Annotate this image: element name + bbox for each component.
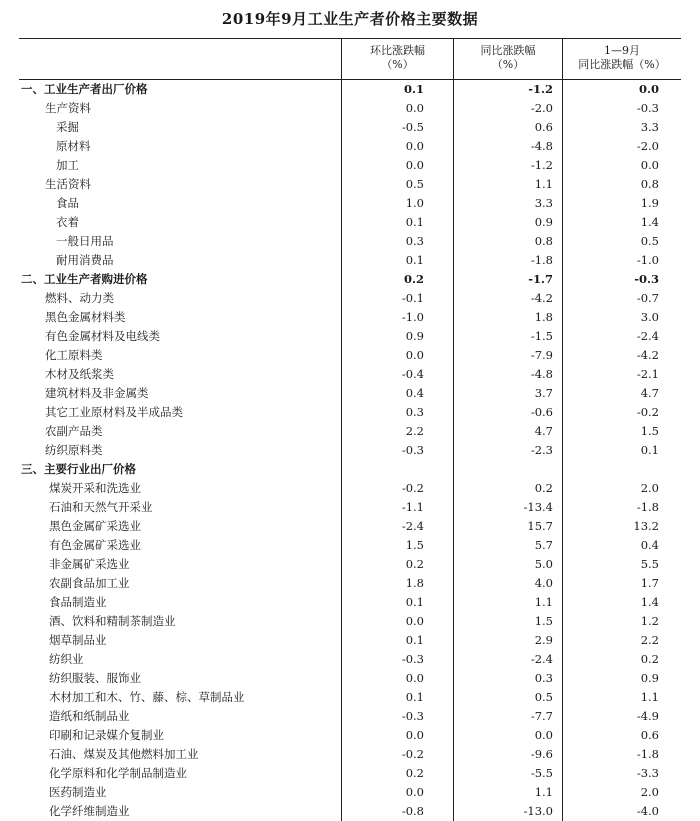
row-label: 造纸和纸制品业 bbox=[49, 709, 130, 723]
ytd-value: -4.0 bbox=[636, 804, 659, 818]
table-row bbox=[19, 745, 681, 764]
row-label: 印刷和记录媒介复制业 bbox=[49, 728, 164, 742]
mom-value: 0.0 bbox=[405, 785, 424, 799]
ytd-value: -4.9 bbox=[636, 709, 659, 723]
table-row bbox=[19, 783, 681, 802]
ytd-value: 2.0 bbox=[640, 785, 659, 799]
mom-value: 0.2 bbox=[405, 557, 424, 571]
yoy-value: -13.0 bbox=[523, 804, 553, 818]
ytd-value: 1.2 bbox=[640, 614, 659, 628]
ytd-value: -0.3 bbox=[634, 272, 659, 286]
mom-value: 0.0 bbox=[405, 348, 424, 362]
row-label: 烟草制品业 bbox=[49, 633, 107, 647]
table-row bbox=[19, 688, 681, 707]
mom-value: 0.1 bbox=[405, 253, 424, 267]
yoy-value: -4.2 bbox=[530, 291, 553, 305]
yoy-value: 5.7 bbox=[534, 538, 553, 552]
ytd-value: 0.2 bbox=[640, 652, 659, 666]
table-row bbox=[19, 764, 681, 783]
table-row bbox=[19, 289, 681, 308]
mom-value: -2.4 bbox=[401, 519, 424, 533]
yoy-value: -4.8 bbox=[530, 367, 553, 381]
table-row bbox=[19, 707, 681, 726]
table-row bbox=[19, 346, 681, 365]
mom-value: 0.0 bbox=[405, 158, 424, 172]
row-label: 黑色金属矿采选业 bbox=[49, 519, 141, 533]
yoy-value: 2.9 bbox=[534, 633, 553, 647]
ytd-value: -1.0 bbox=[636, 253, 659, 267]
row-label: 其它工业原材料及半成品类 bbox=[45, 405, 183, 419]
section-header-row bbox=[19, 270, 681, 289]
table-row bbox=[19, 232, 681, 251]
row-label: 有色金属材料及电线类 bbox=[45, 329, 160, 343]
yoy-value: 1.1 bbox=[534, 177, 553, 191]
table-row bbox=[19, 441, 681, 460]
row-label: 木材加工和木、竹、藤、棕、草制品业 bbox=[49, 690, 245, 704]
yoy-value: -1.8 bbox=[530, 253, 553, 267]
table-row bbox=[19, 536, 681, 555]
row-label: 纺织服装、服饰业 bbox=[49, 671, 141, 685]
ytd-value: 4.7 bbox=[640, 386, 659, 400]
table-row bbox=[19, 384, 681, 403]
mom-value: -0.3 bbox=[401, 709, 424, 723]
mom-value: 0.3 bbox=[405, 234, 424, 248]
ytd-value: 2.2 bbox=[640, 633, 659, 647]
mom-value: -0.3 bbox=[401, 652, 424, 666]
yoy-value: 0.5 bbox=[534, 690, 553, 704]
row-label: 非金属矿采选业 bbox=[49, 557, 130, 571]
header-yoy-line1: 同比涨跌幅 bbox=[480, 44, 536, 57]
mom-value: 0.9 bbox=[405, 329, 424, 343]
yoy-value: 3.7 bbox=[534, 386, 553, 400]
ytd-value: 0.8 bbox=[640, 177, 659, 191]
yoy-value: -5.5 bbox=[530, 766, 553, 780]
header-mom-line2: （%） bbox=[381, 58, 414, 71]
row-label: 食品 bbox=[56, 196, 79, 210]
row-label: 耐用消费品 bbox=[56, 253, 114, 267]
yoy-value: 1.5 bbox=[534, 614, 553, 628]
section-header-row bbox=[19, 80, 681, 99]
table-row bbox=[19, 403, 681, 422]
yoy-value: 0.0 bbox=[534, 728, 553, 742]
yoy-value: 5.0 bbox=[534, 557, 553, 571]
table-row bbox=[19, 555, 681, 574]
mom-value: -0.4 bbox=[401, 367, 424, 381]
mom-value: 0.2 bbox=[403, 272, 424, 286]
table-row bbox=[19, 118, 681, 137]
row-label: 酒、饮料和精制茶制造业 bbox=[49, 614, 176, 628]
ytd-value: -0.2 bbox=[636, 405, 659, 419]
ytd-value: 0.6 bbox=[640, 728, 659, 742]
row-label: 加工 bbox=[56, 158, 79, 172]
ytd-value: 13.2 bbox=[633, 519, 659, 533]
row-label: 生产资料 bbox=[45, 101, 91, 115]
price-data-table bbox=[19, 38, 681, 821]
row-label: 一般日用品 bbox=[56, 234, 114, 248]
ytd-value: 1.4 bbox=[640, 595, 659, 609]
yoy-value: -2.4 bbox=[530, 652, 553, 666]
row-label: 三、主要行业出厂价格 bbox=[21, 462, 136, 476]
ytd-value: 0.1 bbox=[640, 443, 659, 457]
row-label: 燃料、动力类 bbox=[45, 291, 114, 305]
table-row bbox=[19, 251, 681, 270]
table-row bbox=[19, 650, 681, 669]
row-label: 石油、煤炭及其他燃料加工业 bbox=[49, 747, 199, 761]
yoy-value: 4.0 bbox=[534, 576, 553, 590]
row-label: 黑色金属材料类 bbox=[45, 310, 126, 324]
mom-value: -0.8 bbox=[401, 804, 424, 818]
yoy-value: -1.2 bbox=[528, 82, 553, 96]
yoy-value: -1.5 bbox=[530, 329, 553, 343]
ytd-value: -2.1 bbox=[636, 367, 659, 381]
yoy-value: -2.3 bbox=[530, 443, 553, 457]
ytd-value: -4.2 bbox=[636, 348, 659, 362]
table-body bbox=[19, 80, 681, 821]
table-title: 2019年9月工业生产者价格主要数据 bbox=[221, 10, 479, 28]
ytd-value: 1.4 bbox=[640, 215, 659, 229]
mom-value: 0.0 bbox=[405, 101, 424, 115]
row-label: 衣着 bbox=[56, 215, 79, 229]
ytd-value: 0.5 bbox=[640, 234, 659, 248]
row-label: 木材及纸浆类 bbox=[45, 367, 114, 381]
yoy-value: -4.8 bbox=[530, 139, 553, 153]
mom-value: 0.0 bbox=[405, 614, 424, 628]
row-label: 食品制造业 bbox=[49, 595, 107, 609]
yoy-value: 3.3 bbox=[534, 196, 553, 210]
row-label: 建筑材料及非金属类 bbox=[45, 386, 149, 400]
mom-value: -0.2 bbox=[401, 481, 424, 495]
ytd-value: 0.0 bbox=[638, 82, 659, 96]
table-row bbox=[19, 498, 681, 517]
mom-value: 0.1 bbox=[405, 633, 424, 647]
row-label: 石油和天然气开采业 bbox=[49, 500, 153, 514]
mom-value: 1.0 bbox=[405, 196, 424, 210]
table-header bbox=[19, 39, 681, 80]
table-row bbox=[19, 308, 681, 327]
mom-value: 1.5 bbox=[405, 538, 424, 552]
row-label: 一、工业生产者出厂价格 bbox=[21, 82, 148, 96]
header-ytd bbox=[562, 39, 681, 79]
mom-value: 0.3 bbox=[405, 405, 424, 419]
table-row bbox=[19, 612, 681, 631]
yoy-value: -1.7 bbox=[528, 272, 553, 286]
header-ytd-line1: 1—9月 bbox=[604, 44, 640, 57]
row-label: 农副食品加工业 bbox=[49, 576, 130, 590]
table-row bbox=[19, 327, 681, 346]
table-row bbox=[19, 479, 681, 498]
yoy-value: -9.6 bbox=[530, 747, 553, 761]
mom-value: -0.3 bbox=[401, 443, 424, 457]
table-row bbox=[19, 365, 681, 384]
ytd-value: 5.5 bbox=[640, 557, 659, 571]
ytd-value: -1.8 bbox=[636, 500, 659, 514]
header-yoy-line2: （%） bbox=[491, 58, 525, 71]
mom-value: -1.0 bbox=[401, 310, 424, 324]
yoy-value: 0.2 bbox=[534, 481, 553, 495]
yoy-value: 1.1 bbox=[534, 595, 553, 609]
yoy-value: 4.7 bbox=[534, 424, 553, 438]
ytd-value: 1.9 bbox=[640, 196, 659, 210]
mom-value: 0.5 bbox=[405, 177, 424, 191]
row-label: 化工原料类 bbox=[45, 348, 103, 362]
row-label: 化学原料和化学制品制造业 bbox=[49, 766, 187, 780]
ytd-value: 1.1 bbox=[640, 690, 659, 704]
yoy-value: -1.2 bbox=[530, 158, 553, 172]
ytd-value: -1.8 bbox=[636, 747, 659, 761]
ytd-value: 0.4 bbox=[640, 538, 659, 552]
table-row bbox=[19, 213, 681, 232]
yoy-value: 0.8 bbox=[534, 234, 553, 248]
mom-value: -0.2 bbox=[401, 747, 424, 761]
row-label: 医药制造业 bbox=[49, 785, 107, 799]
ytd-value: -0.7 bbox=[636, 291, 659, 305]
ytd-value: -0.3 bbox=[636, 101, 659, 115]
table-row bbox=[19, 802, 681, 821]
yoy-value: -13.4 bbox=[523, 500, 553, 514]
ytd-value: 1.5 bbox=[640, 424, 659, 438]
table-row bbox=[19, 517, 681, 536]
header-mom-line1: 环比涨跌幅 bbox=[370, 44, 425, 57]
header-ytd-line2: 同比涨跌幅（%） bbox=[578, 58, 666, 71]
mom-value: -0.5 bbox=[401, 120, 424, 134]
table-row bbox=[19, 574, 681, 593]
mom-value: 0.1 bbox=[403, 82, 424, 96]
row-label: 生活资料 bbox=[45, 177, 91, 191]
mom-value: 0.1 bbox=[405, 690, 424, 704]
row-label: 二、工业生产者购进价格 bbox=[21, 272, 148, 286]
row-label: 采掘 bbox=[56, 120, 79, 134]
yoy-value: 0.9 bbox=[534, 215, 553, 229]
yoy-value: 15.7 bbox=[527, 519, 553, 533]
section-header-row bbox=[19, 460, 681, 479]
mom-value: -0.1 bbox=[401, 291, 424, 305]
row-label: 原材料 bbox=[56, 139, 91, 153]
ytd-value: 0.0 bbox=[640, 158, 659, 172]
yoy-value: -0.6 bbox=[530, 405, 553, 419]
row-label: 纺织业 bbox=[49, 652, 84, 666]
table-row bbox=[19, 593, 681, 612]
row-label: 有色金属矿采选业 bbox=[49, 538, 141, 552]
ytd-value: 0.9 bbox=[640, 671, 659, 685]
table-row bbox=[19, 137, 681, 156]
yoy-value: -7.7 bbox=[530, 709, 553, 723]
table-row bbox=[19, 194, 681, 213]
ytd-value: -2.4 bbox=[636, 329, 659, 343]
row-label: 纺织原料类 bbox=[45, 443, 103, 457]
yoy-value: 1.8 bbox=[534, 310, 553, 324]
header-mom bbox=[341, 39, 453, 79]
row-label: 化学纤维制造业 bbox=[49, 804, 130, 818]
yoy-value: 1.1 bbox=[534, 785, 553, 799]
mom-value: 1.8 bbox=[405, 576, 424, 590]
row-label: 农副产品类 bbox=[45, 424, 103, 438]
ytd-value: 2.0 bbox=[640, 481, 659, 495]
yoy-value: 0.3 bbox=[534, 671, 553, 685]
mom-value: 0.1 bbox=[405, 215, 424, 229]
table-row bbox=[19, 175, 681, 194]
ytd-value: -2.0 bbox=[636, 139, 659, 153]
table-row bbox=[19, 669, 681, 688]
mom-value: 0.0 bbox=[405, 728, 424, 742]
mom-value: 0.4 bbox=[405, 386, 424, 400]
ytd-value: 3.0 bbox=[640, 310, 659, 324]
mom-value: -1.1 bbox=[401, 500, 424, 514]
mom-value: 0.0 bbox=[405, 671, 424, 685]
ytd-value: 3.3 bbox=[640, 120, 659, 134]
table-row bbox=[19, 156, 681, 175]
row-label: 煤炭开采和洗选业 bbox=[49, 481, 141, 495]
mom-value: 2.2 bbox=[405, 424, 424, 438]
mom-value: 0.2 bbox=[405, 766, 424, 780]
ytd-value: -3.3 bbox=[636, 766, 659, 780]
table-row bbox=[19, 631, 681, 650]
yoy-value: 0.6 bbox=[534, 120, 553, 134]
table-row bbox=[19, 422, 681, 441]
yoy-value: -7.9 bbox=[530, 348, 553, 362]
ytd-value: 1.7 bbox=[640, 576, 659, 590]
table-row bbox=[19, 99, 681, 118]
mom-value: 0.1 bbox=[405, 595, 424, 609]
table-row bbox=[19, 726, 681, 745]
header-yoy bbox=[453, 39, 562, 79]
yoy-value: -2.0 bbox=[530, 101, 553, 115]
mom-value: 0.0 bbox=[405, 139, 424, 153]
